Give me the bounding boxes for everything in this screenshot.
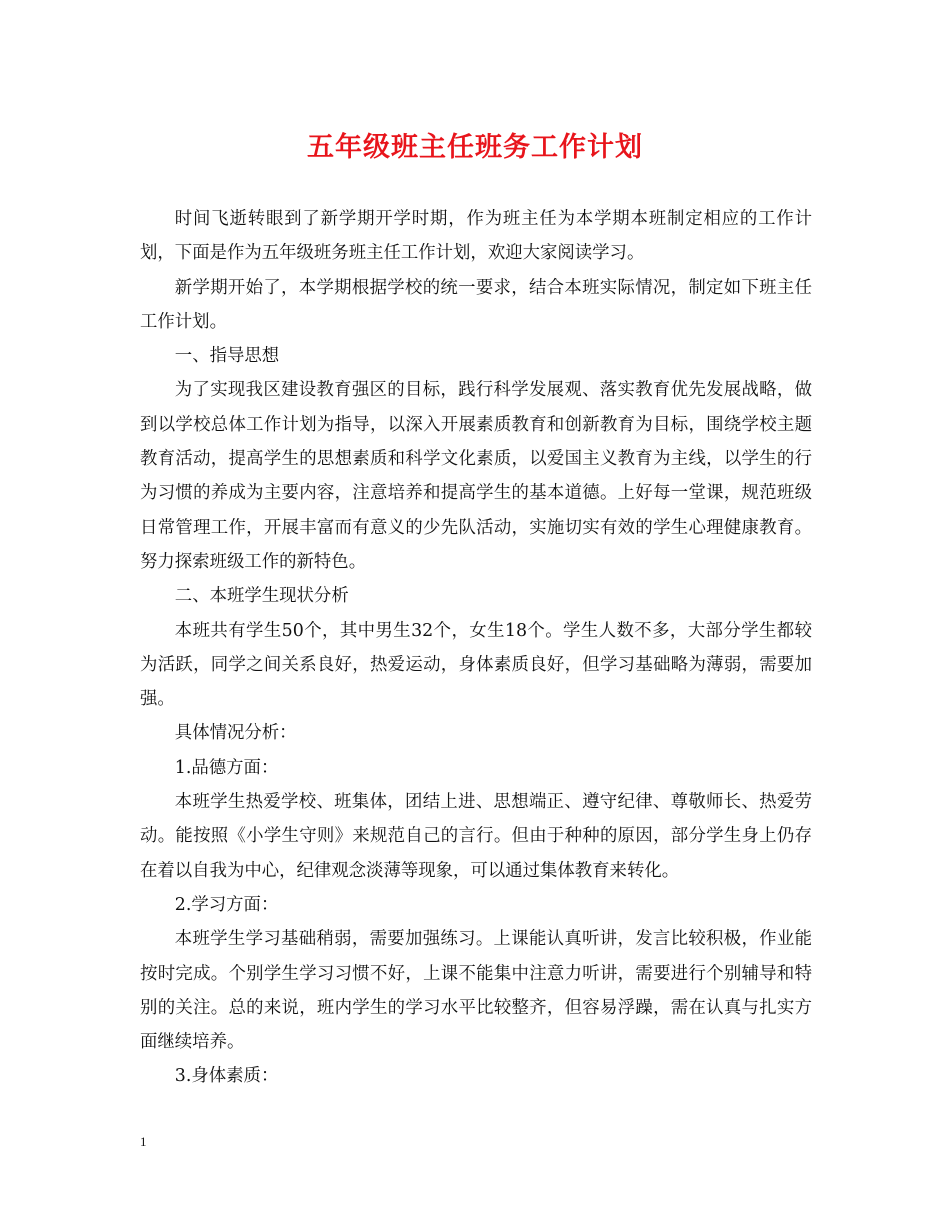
subheading-morality: 1.品德方面： (174, 757, 279, 778)
subheading-study: 2.学习方面： (174, 894, 279, 915)
page-number: 1 (140, 1134, 147, 1149)
paragraph-morality: 本班学生热爱学校、班集体，团结上进、思想端正、遵守纪律、尊敬师长、热爱劳动。能按照《小学生守则》来规范自己的言行。但由于种种的原因，部分学生身上仍存在着以自我为中心，纪律观念淡薄等现象，可以通过集体教育来转化。 (140, 792, 812, 881)
document-body (140, 202, 812, 1094)
paragraph-class-analysis: 本班共有学生50个，其中男生32个，女生18个。学生人数不多，大部分学生都较为活跃，同学之间关系良好，热爱运动，身体素质良好，但学习基础略为薄弱，需要加强。 (140, 620, 812, 710)
paragraph-study: 本班学生学习基础稍弱，需要加强练习。上课能认真听讲，发言比较积极，作业能按时完成。个别学生学习习惯不好，上课不能集中注意力听讲，需要进行个别辅导和特别的关注。总的来说，班内学生的学习水平比较整齐，但容易浮躁，需在认真与扎实方面继续培养。 (140, 929, 812, 1053)
section-heading-class-analysis: 二、本班学生现状分析 (174, 586, 349, 607)
paragraph-intro: 时间飞逝转眼到了新学期开学时期，作为班主任为本学期本班制定相应的工作计划，下面是作为五年级班务班主任工作计划，欢迎大家阅读学习。 (140, 209, 812, 264)
section-heading-guiding-thought: 一、指导思想 (174, 346, 280, 367)
paragraph-overview: 新学期开始了，本学期根据学校的统一要求，结合本班实际情况，制定如下班主任工作计划。 (140, 277, 812, 332)
document-title: 五年级班主任班务工作计划 (307, 132, 643, 163)
paragraph-guiding-thought: 为了实现我区建设教育强区的目标，践行科学发展观、落实教育优先发展战略，做到以学校总体工作计划为指导，以深入开展素质教育和创新教育为目标，围绕学校主题教育活动，提高学生的思想素质和科学文化素质，以爱国主义教育为主线，以学生的行为习惯的养成为主要内容，注意培养和提高学生的基本道德。上好每一堂课，规范班级日常管理工作，开展丰富而有意义的少先队活动，实施切实有效的学生心理健康教育。努力探索班级工作的新特色。 (140, 380, 812, 572)
subheading-physical: 3.身体素质： (174, 1066, 279, 1087)
subheading-specific-analysis: 具体情况分析： (174, 723, 297, 744)
